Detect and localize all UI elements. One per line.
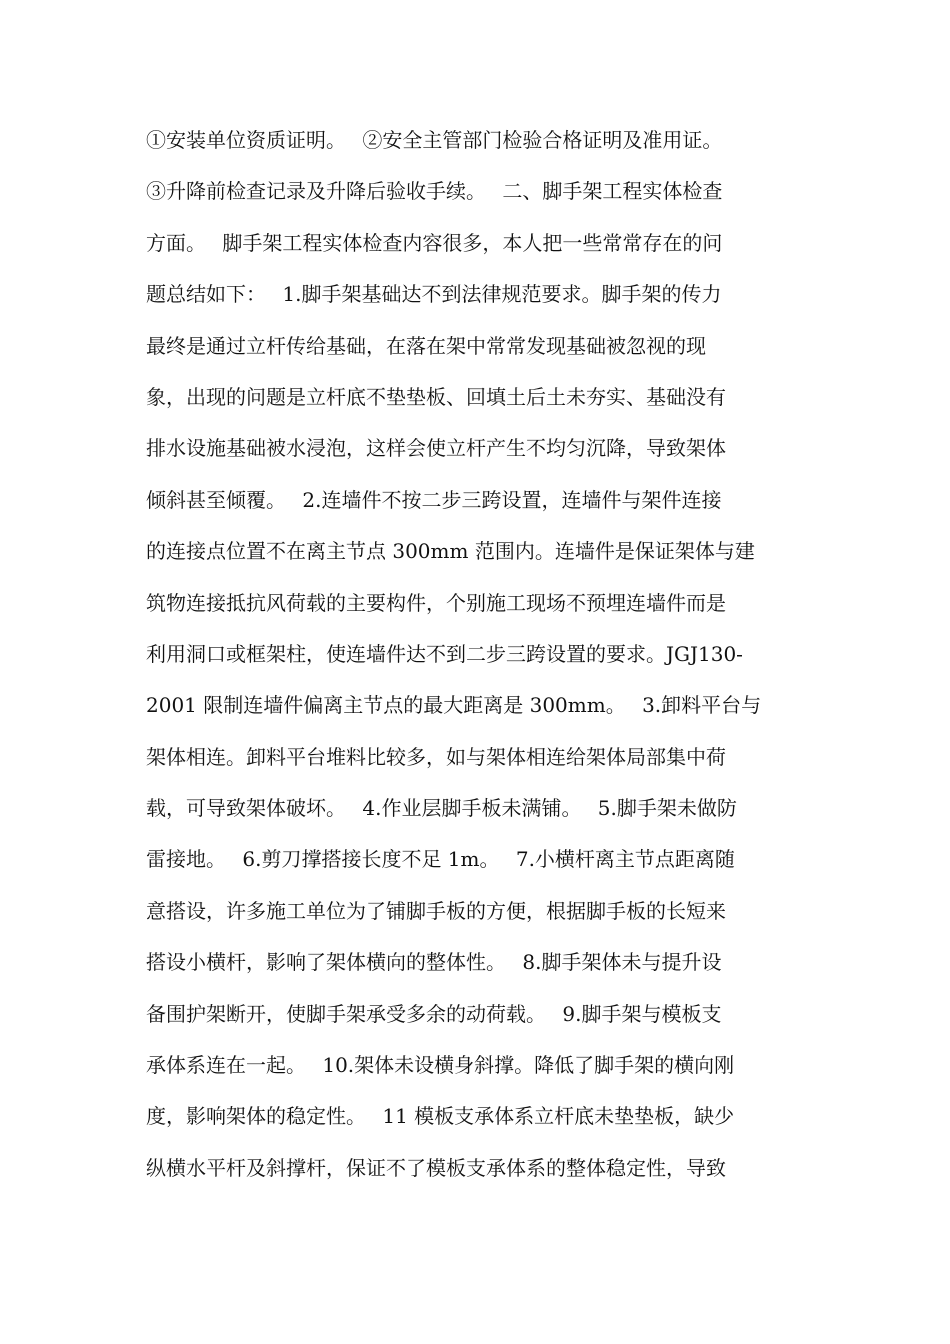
body-text (146, 115, 806, 1194)
text-line: 度，影响架体的稳定性。 11 模板支承体系立杆底未垫垫板，缺少 (146, 1104, 735, 1129)
text-line: 意搭设，许多施工单位为了铺脚手板的方便，根据脚手板的长短来 (146, 898, 726, 923)
text-line: 倾斜甚至倾覆。 2.连墙件不按二步三跨设置，连墙件与架件连接 (146, 487, 722, 512)
text-line: 备围护架断开，使脚手架承受多余的动荷载。 9.脚手架与模板支 (146, 1001, 722, 1026)
text-line: 最终是通过立杆传给基础，在落在架中常常发现基础被忽视的现 (146, 333, 706, 358)
text-line: 排水设施基础被水浸泡，这样会使立杆产生不均匀沉降，导致架体 (146, 436, 726, 461)
text-line: 承体系连在一起。 10.架体未设横身斜撑。降低了脚手架的横向刚 (146, 1053, 735, 1078)
text-line: 筑物连接抵抗风荷载的主要构件，个别施工现场不预埋连墙件而是 (146, 590, 726, 615)
text-line: 搭设小横杆，影响了架体横向的整体性。 8.脚手架体未与提升设 (146, 950, 722, 975)
text-line: 象，出现的问题是立杆底不垫垫板、回填土后土未夯实、基础没有 (146, 384, 726, 409)
text-line: 雷接地。 6.剪刀撑搭接长度不足 1m。 7.小横杆离主节点距离随 (146, 847, 735, 872)
text-line: 载，可导致架体破坏。 4.作业层脚手板未满铺。 5.脚手架未做防 (146, 796, 737, 821)
text-line: 题总结如下： 1.脚手架基础达不到法律规范要求。脚手架的传力 (146, 282, 722, 307)
text-line: ③升降前检查记录及升降后验收手续。 二、脚手架工程实体检查 (146, 179, 723, 204)
text-line: 方面。 脚手架工程实体检查内容很多，本人把一些常常存在的问 (146, 230, 723, 255)
text-line: 2001 限制连墙件偏离主节点的最大距离是 300mm。 3.卸料平台与 (146, 693, 762, 718)
text-line: 架体相连。卸料平台堆料比较多，如与架体相连给架体局部集中荷 (146, 744, 726, 769)
text-line: 纵横水平杆及斜撑杆，保证不了模板支承体系的整体稳定性，导致 (146, 1155, 726, 1180)
text-line: ①安装单位资质证明。 ②安全主管部门检验合格证明及准用证。 (146, 128, 723, 152)
text-line: 利用洞口或框架柱，使连墙件达不到二步三跨设置的要求。JGJ130- (146, 641, 743, 666)
text-line: 的连接点位置不在离主节点 300mm 范围内。连墙件是保证架体与建 (146, 539, 755, 564)
